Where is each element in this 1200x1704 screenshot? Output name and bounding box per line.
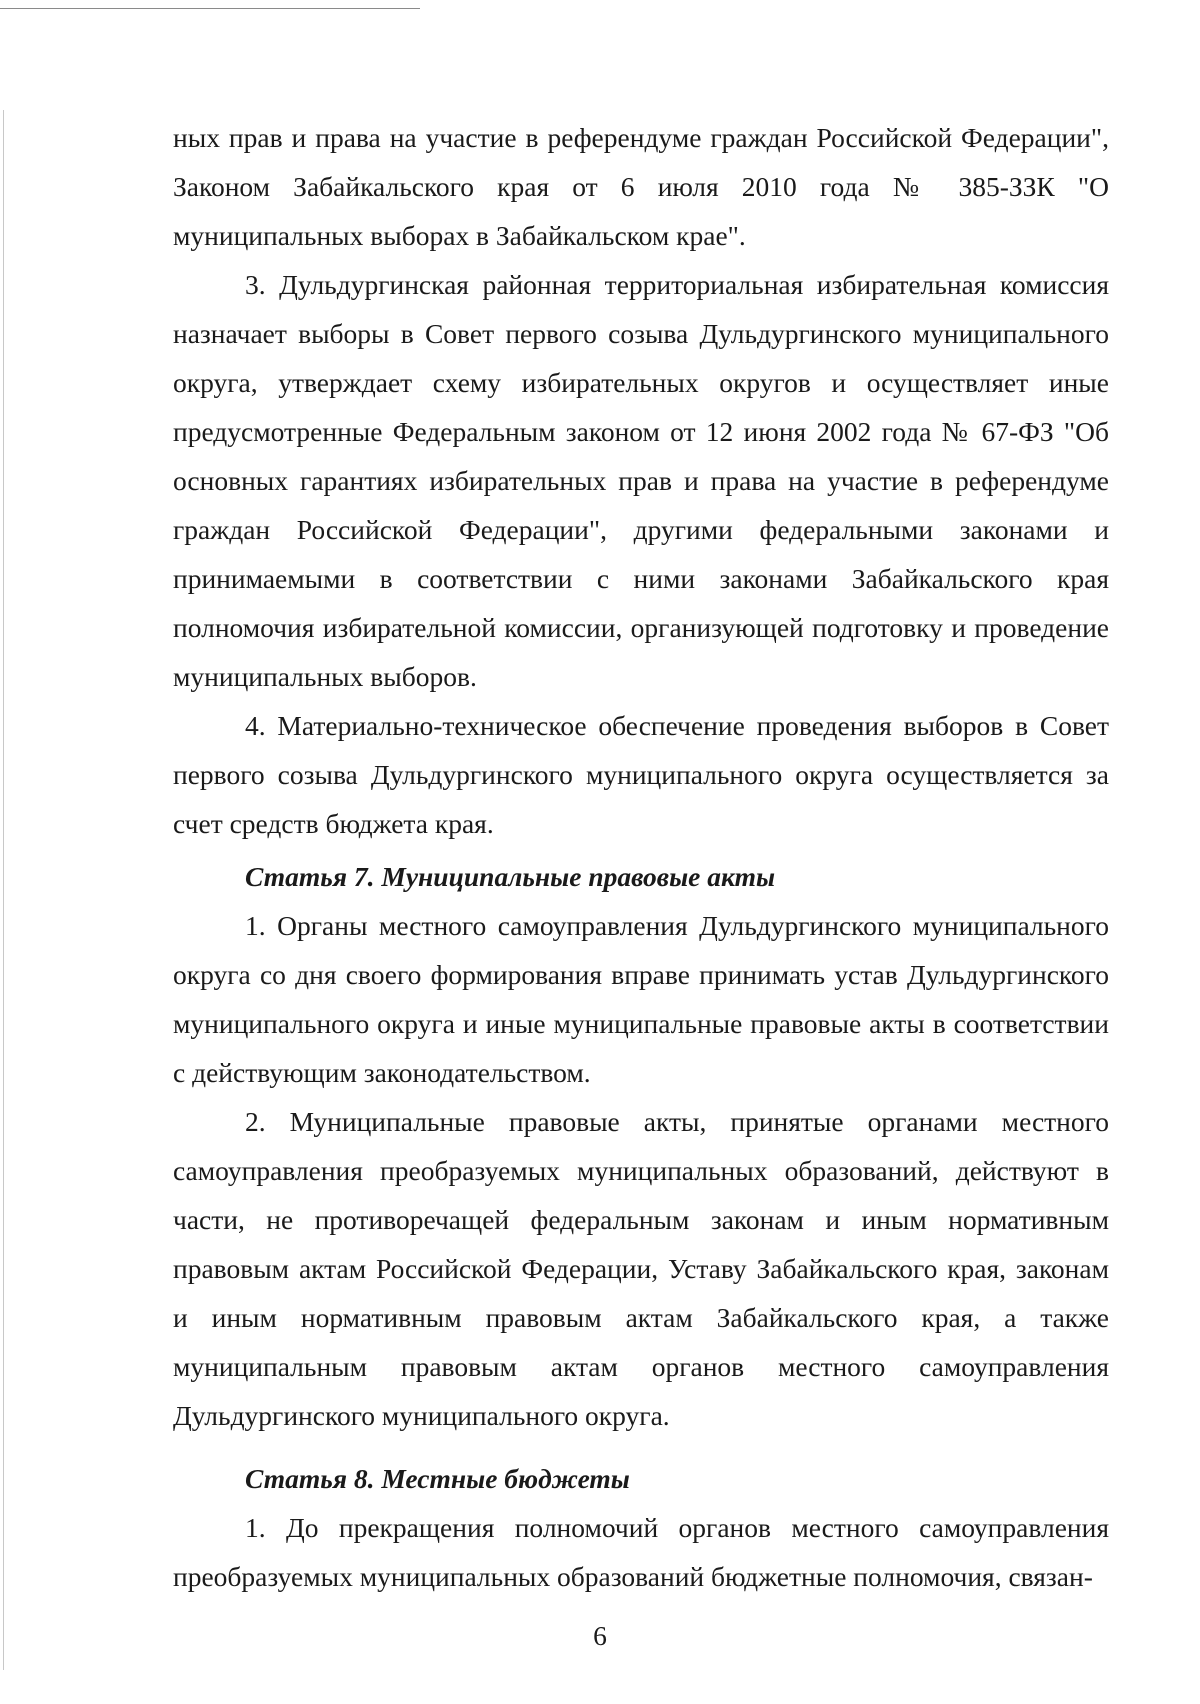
paragraph-item-3: 3. Дульдургинская районная территориальная избирательная комиссия назначает выборы в Совет первого созыва Дульдургинского муниципального округа, утверждает схему избирательных округов и осуществляет иные предусмотренные Федеральным законом от 12 июня 2002 года № 67-ФЗ "Об основных гарантиях избирательных прав и права на участие в референдуме граждан Российской Федерации", другими федеральными законами и принимаемыми в соответствии с ними законами Забайкальского края полномочия избирательной комиссии, организующей подготовку и проведение муниципальных выборов. (173, 269, 1109, 692)
scan-artifact-line (0, 8, 420, 9)
article-7-paragraph-2: 2. Муниципальные правовые акты, принятые органами местного самоуправления преобразуемых муниципальных образований, действуют в части, не противоречащей федеральным законам и иным нормативным правовым актам Российской Федерации, Уставу Забайкальского края, законам и иным нормативным правовым актам Забайкальского края, а также муниципальным правовым актам органов местного самоуправления Дульдургинского муниципального округа. (173, 1106, 1109, 1431)
paragraph-item-4: 4. Материально-техническое обеспечение проведения выборов в Совет первого созыва Дульдургинского муниципального округа осуществляется за счет средств бюджета края. (173, 710, 1109, 839)
scan-margin-edge (3, 110, 4, 1670)
article-8-heading: Статья 8. Местные бюджеты (245, 1463, 630, 1494)
article-8-paragraph-1: 1. До прекращения полномочий органов местного самоуправления преобразуемых муниципальных образований бюджетные полномочия, связан- (173, 1512, 1109, 1592)
page-number: 6 (593, 1620, 607, 1651)
document-page (173, 113, 1109, 1601)
paragraph-continuation: ных прав и права на участие в референдуме граждан Российской Федерации", Законом Забайкальского края от 6 июля 2010 года № 385-ЗЗК "О муниципальных выборах в Забайкальском крае". (173, 122, 1109, 251)
article-7-heading: Статья 7. Муниципальные правовые акты (245, 861, 776, 892)
article-7-paragraph-1: 1. Органы местного самоуправления Дульдургинского муниципального округа со дня своего формирования вправе принимать устав Дульдургинского муниципального округа и иные муниципальные правовые акты в соответствии с действующим законодательством. (173, 910, 1109, 1088)
